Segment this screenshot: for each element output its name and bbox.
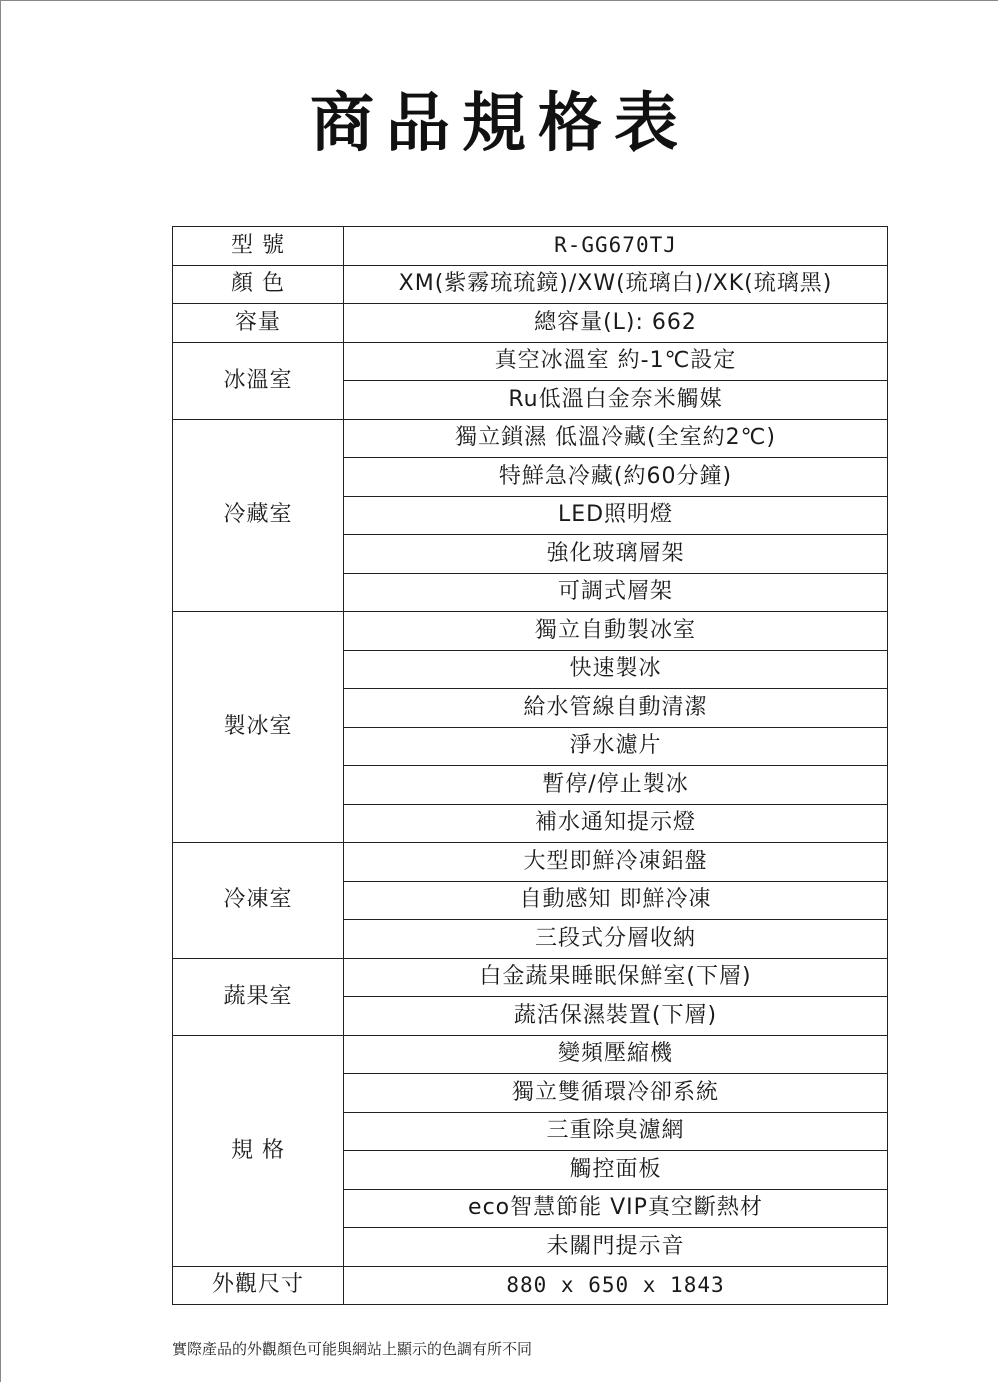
row-value: 強化玻璃層架 <box>344 535 888 574</box>
row-value: 快速製冰 <box>344 650 888 689</box>
row-label: 顏 色 <box>173 265 344 304</box>
row-value: 自動感知 即鮮冷凍 <box>344 881 888 920</box>
table-row <box>173 612 888 651</box>
table-row <box>173 1035 888 1074</box>
section-label-fridge: 冷藏室 <box>173 419 344 612</box>
row-value: 蔬活保濕裝置(下層) <box>344 997 888 1036</box>
row-value: Ru低溫白金奈米觸媒 <box>344 381 888 420</box>
section-label-chill: 冰溫室 <box>173 342 344 419</box>
row-value: 白金蔬果睡眠保鮮室(下層) <box>344 958 888 997</box>
page-title: 商品規格表 <box>310 87 690 161</box>
table-row <box>173 843 888 882</box>
row-value: 未關門提示音 <box>344 1228 888 1267</box>
section-label-freezer: 冷凍室 <box>173 843 344 959</box>
row-value: 三重除臭濾網 <box>344 1112 888 1151</box>
row-value: 880 x 650 x 1843 <box>344 1266 888 1305</box>
table-row <box>173 304 888 343</box>
table-row <box>173 958 888 997</box>
row-value: 大型即鮮冷凍鋁盤 <box>344 843 888 882</box>
row-value: 獨立鎖濕 低溫冷藏(全室約2℃) <box>344 419 888 458</box>
table-row <box>173 1266 888 1305</box>
table-row <box>173 227 888 266</box>
row-value: 獨立自動製冰室 <box>344 612 888 651</box>
row-value: 暫停/停止製冰 <box>344 766 888 805</box>
row-value: LED照明燈 <box>344 496 888 535</box>
row-label: 外觀尺寸 <box>173 1266 344 1305</box>
row-value: 真空冰溫室 約-1℃設定 <box>344 342 888 381</box>
section-label-ice: 製冰室 <box>173 612 344 843</box>
row-value: 觸控面板 <box>344 1151 888 1190</box>
row-value: 三段式分層收納 <box>344 920 888 959</box>
row-value: 補水通知提示燈 <box>344 804 888 843</box>
row-value: 變頻壓縮機 <box>344 1035 888 1074</box>
row-value: 可調式層架 <box>344 573 888 612</box>
row-value: eco智慧節能 VIP真空斷熱材 <box>344 1189 888 1228</box>
spec-table <box>172 226 888 1305</box>
table-row <box>173 342 888 381</box>
row-value: 給水管線自動清潔 <box>344 689 888 728</box>
row-value: XM(紫霧琉琉鏡)/XW(琉璃白)/XK(琉璃黑) <box>344 265 888 304</box>
footnote: 實際產品的外觀顏色可能與網站上顯示的色調有所不同 <box>172 1340 533 1358</box>
table-row <box>173 265 888 304</box>
row-label: 容量 <box>173 304 344 343</box>
table-row <box>173 419 888 458</box>
row-label: 型 號 <box>173 227 344 266</box>
row-value: 特鮮急冷藏(約60分鐘) <box>344 458 888 497</box>
row-value: 獨立雙循環冷卻系統 <box>344 1074 888 1113</box>
row-value: 淨水濾片 <box>344 727 888 766</box>
section-label-vegetable: 蔬果室 <box>173 958 344 1035</box>
section-label-spec: 規 格 <box>173 1035 344 1266</box>
row-value: R-GG670TJ <box>344 227 888 266</box>
row-value: 總容量(L): 662 <box>344 304 888 343</box>
